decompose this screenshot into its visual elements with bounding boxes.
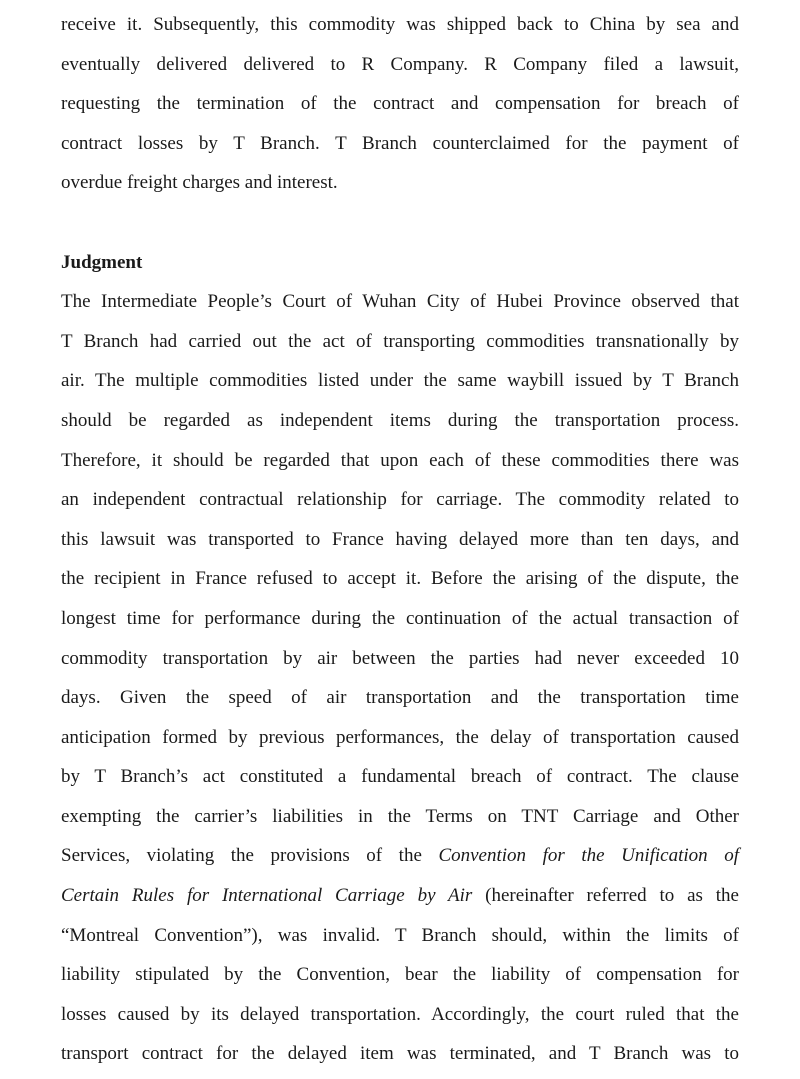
text-line: losses caused by its delayed transportation. Accordingly, the court ruled that the <box>61 1003 739 1025</box>
text-line: transport contract for the delayed item was terminated, and T Branch was to <box>61 1043 739 1065</box>
paragraph-gap <box>61 206 739 246</box>
text-line: exempting the carrier’s liabilities in the Terms on TNT Carriage and Other <box>61 805 739 827</box>
text-line: commodity transportation by air between the parties had never exceeded 10 <box>61 647 739 669</box>
judgment-paragraph <box>61 285 739 1077</box>
text-line <box>61 879 739 919</box>
text-line: the recipient in France refused to accept it. Before the arising of the dispute, the <box>61 568 739 590</box>
text-run: Services, violating the provisions of the <box>61 845 439 867</box>
text-line: air. The multiple commodities listed under the same waybill issued by T Branch <box>61 370 739 392</box>
text-line: The Intermediate People’s Court of Wuhan City of Hubei Province observed that <box>61 291 739 313</box>
convention-title-italic: Convention for the Unification of <box>438 845 739 867</box>
text-line: T Branch had carried out the act of transporting commodities transnationally by <box>61 330 739 352</box>
document-page <box>61 8 739 1077</box>
section-heading: Judgment <box>61 251 143 273</box>
text-line: contract losses by T Branch. T Branch counterclaimed for the payment of <box>61 132 739 154</box>
text-line: “Montreal Convention”), was invalid. T Branch should, within the limits of <box>61 924 739 946</box>
intro-paragraph <box>61 8 739 206</box>
text-line: requesting the termination of the contract and compensation for breach of <box>61 93 739 115</box>
text-line: this lawsuit was transported to France having delayed more than ten days, and <box>61 528 739 550</box>
text-line: longest time for performance during the continuation of the actual transaction of <box>61 607 739 629</box>
text-line <box>61 839 739 879</box>
text-line: by T Branch’s act constituted a fundamental breach of contract. The clause <box>61 766 739 788</box>
convention-title-italic: Certain Rules for International Carriage by Air <box>61 885 473 907</box>
text-line: should be regarded as independent items during the transportation process. <box>61 409 739 431</box>
text-line: days. Given the speed of air transportation and the transportation time <box>61 687 739 709</box>
text-line: anticipation formed by previous performances, the delay of transportation caused <box>61 726 739 748</box>
text-run: (hereinafter referred to as the <box>472 885 739 907</box>
text-line: eventually delivered delivered to R Company. R Company filed a lawsuit, <box>61 53 739 75</box>
text-line: overdue freight charges and interest. <box>61 172 338 194</box>
text-line: Therefore, it should be regarded that upon each of these commodities there was <box>61 449 739 471</box>
text-line: an independent contractual relationship for carriage. The commodity related to <box>61 489 739 511</box>
text-line: receive it. Subsequently, this commodity was shipped back to China by sea and <box>61 14 739 35</box>
text-line: liability stipulated by the Convention, bear the liability of compensation for <box>61 964 739 986</box>
